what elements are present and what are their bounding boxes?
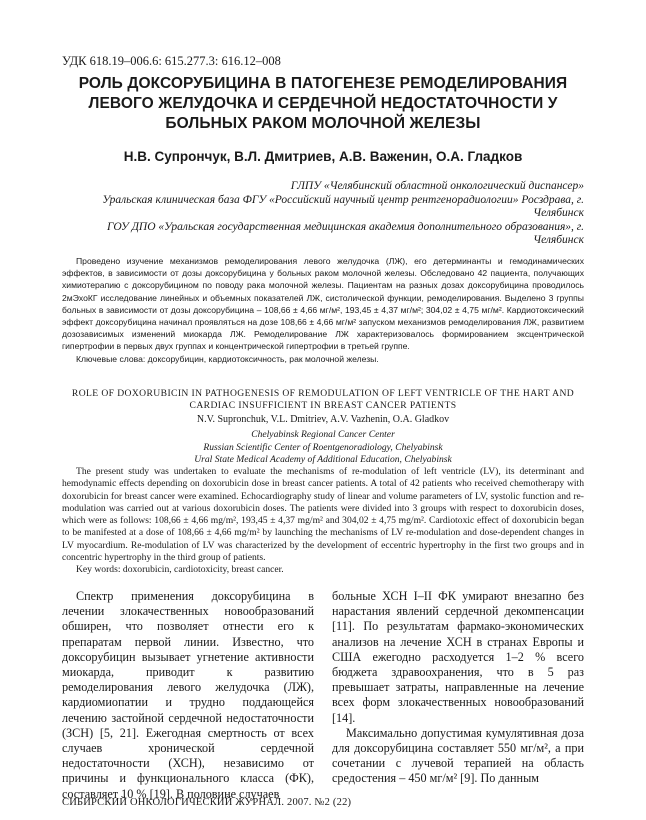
abstract-en-text: The present study was undertaken to evaluate the mechanisms of re-modulation of left ventricle (LV), its determinant and hemodynamic effects depending on doxorubicin dose in breast cancer patients. A total of 42 patients who received chemotherapy with doxorubicin for breast cancer were examined. Echocardiography study of linear and volume parameters of LV, systolic function and re-modulation was carried out at various doxorubicin doses. The patients were divided into 3 groups with respect to doxorubicin doses, which were as follows: 108,66 ± 4,66 mg/m², 193,45 ± 4,37 mg/m² and 304,02 ± 4,75 mg/m². Cardiotoxic effect of doxorubicin began to be manifested at a dose of 108,66 ± 4,66 mg/m² by launching the mechanisms of LV re-modulation and dose-dependent changes in LV myocardium. Re-modulation of LV was characterized by the development of eccentric hypertrophy in the first two groups and in concentric hypertrophy in the third group of patients. [62,466,584,564]
article-authors: Н.В. Супрончук, В.Л. Дмитриев, А.В. Важенин, О.А. Гладков [123,149,523,164]
english-affiliations [62,429,584,467]
keywords-en: Key words: doxorubicin, cardiotoxicity, breast cancer. [76,564,284,576]
abstract-russian [62,255,584,365]
body-column-left [62,589,314,802]
body-paragraph: больные ХСН I–II ФК умирают внезапно без нарастания явлений сердечной декомпенсации [11]. По результатам фармако-экономических анализов на лечение ХСН в странах Европы и США ежегодно расходуется 1–2 % всего бюджета здравоохранения, что в 5 раз превышает затраты, направленные на лечение всех форм злокачественных новообразований [14]. [332,589,584,725]
journal-footer: СИБИРСКИЙ ОНКОЛОГИЧЕСКИЙ ЖУРНАЛ. 2007. №2 (22) [62,797,352,808]
english-affiliation-1: Chelyabinsk Regional Cancer Center [251,429,395,440]
udc-code: УДК 618.19–006.6: 615.277.3: 616.12–008 [62,54,281,68]
english-affiliation-2: Russian Scientific Center of Roentgenoradiology, Chelyabinsk [203,441,443,453]
keywords-ru: Ключевые слова: доксорубицин, кардиотоксичность, рак молочной железы. [76,353,379,364]
affiliation-1: ГЛПУ «Челябинский областной онкологический диспансер» [290,180,584,192]
english-affiliation-3: Ural State Medical Academy of Additional Education, Chelyabinsk [194,454,452,466]
body-column-right [332,589,584,787]
english-authors: N.V. Supronchuk, V.L. Dmitriev, A.V. Vazhenin, O.A. Gladkov [196,414,450,425]
abstract-ru-text: Проведено изучение механизмов ремоделирования левого желудочка (ЛЖ), его детерминанты и гемодинамических эффектов, в зависимости от дозы доксорубицина у больных раком молочной железы. Обследовано 42 пациента, получающих химиотерапию с доксорубицином по поводу рака молочной железы. Пациентам на разных дозах доксорубицина проводилось 2мЭхоКГ исследование линейных и объемных показателей ЛЖ, систолической функции, ремоделирования. Выделено 3 группы больных в зависимости от дозы доксорубицина – 108,66 ± 4,66 мг/м², 193,45 ± 4,37 мг/м²; 304,02 ± 4,75 мг/м². Кардиотоксический эффект доксорубицина начинал проявляться на дозе 108,66 ± 4,66 мг/м² запуском механизмов ремоделирования ЛЖ, развитием дозозависимых изменений миокарда ЛЖ. Ремоделирование ЛЖ характеризовалось формированием эксцентрической гипертрофии в первых двух группах и концентрической гипертрофии в третьей группе. [62,256,584,352]
affiliation-3: ГОУ ДПО «Уральская государственная медицинская академия дополнительного образования», г. Челябинск [106,220,584,247]
article-title: РОЛЬ ДОКСОРУБИЦИНА В ПАТОГЕНЕЗЕ РЕМОДЕЛИРОВАНИЯ ЛЕВОГО ЖЕЛУДОЧКА И СЕРДЕЧНОЙ НЕДОСТАТОЧНОСТИ У БОЛЬНЫХ РАКОМ МОЛОЧНОЙ ЖЕЛЕЗЫ [78,75,568,132]
english-title: ROLE OF DOXORUBICIN IN PATHOGENESIS OF REMODULATION OF LEFT VENTRICLE OF THE HART AND CARDIAC INSUFFICIENT IN BREAST CANCER PATIENTS [71,388,575,412]
body-paragraph: Спектр применения доксорубицина в лечении злокачественных новообразований обширен, что позволяет отнести его к препаратам первой линии. Известно, что доксорубицин вызывает угнетение активности миокарда, приводит к развитию ремоделирования левого желудочка (ЛЖ), кардиомиопатии и трудно поддающейся лечению застойной сердечной недостаточности (ЗСН) [5, 21]. Ежегодная смертность от всех случаев хронической сердечной недостаточности (ХСН), независимо от причины и функционального класса (ФК), составляет 10 % [19]. В половине случаев [62,589,314,801]
affiliation-2: Уральская клиническая база ФГУ «Российский научный центр рентгенорадиологии» Росздрава, г. Челябинск [102,193,584,220]
affiliations [62,180,584,248]
body-paragraph: Максимально допустимая кумулятивная доза для доксорубицина составляет 550 мг/м², а при сочетании с лучевой терапией на область средостения – 450 мг/м² [9]. По данным [332,725,584,786]
abstract-english [62,466,584,577]
